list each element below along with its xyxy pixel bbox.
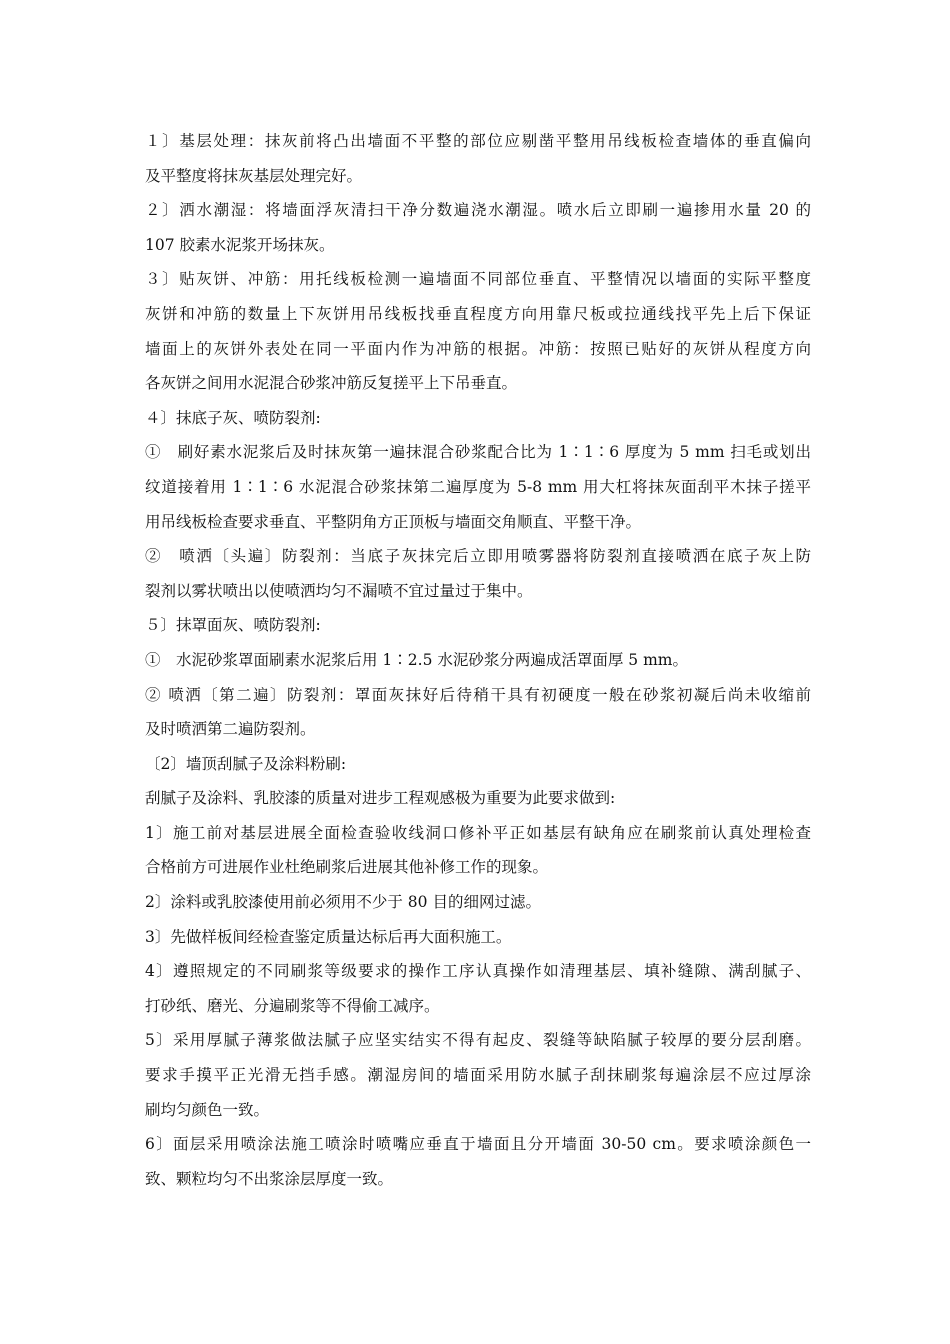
document-body <box>145 124 811 1196</box>
text-line: 3〕先做样板间经检查鉴定质量达标后再大面积施工。 <box>145 927 512 946</box>
text-line: 打砂纸、磨光、分遍刷浆等不得偷工减序。 <box>145 996 440 1015</box>
text-line: ２〕洒水潮湿：将墙面浮灰清扫干净分数遍浇水潮湿。喷水后立即刷一遍掺用水量 20 的 <box>145 201 811 220</box>
text-line: 用吊线板检查要求垂直、平整阴角方正顶板与墙面交角顺直、平整干净。 <box>145 512 642 531</box>
text-line: ① 水泥砂浆罩面刷素水泥浆后用 1∶2.5 水泥砂浆分两遍成活罩面厚 5 mm。 <box>145 650 688 669</box>
text-line: ３〕贴灰饼、冲筋：用托线板检测一遍墙面不同部位垂直、平整情况以墙面的实际平整度 <box>145 270 811 289</box>
text-line: ５〕抹罩面灰、喷防裂剂: <box>145 616 321 635</box>
text-line: 107 胶素水泥浆开场抹灰。 <box>145 235 335 254</box>
text-line: ４〕抹底子灰、喷防裂剂: <box>145 408 321 427</box>
text-line: 各灰饼之间用水泥混合砂浆冲筋反复搓平上下吊垂直。 <box>145 374 518 393</box>
text-line: 致、颗粒均匀不出浆涂层厚度一致。 <box>145 1169 394 1188</box>
text-line: 要求手摸平正光滑无挡手感。潮湿房间的墙面采用防水腻子刮抹刷浆每遍涂层不应过厚涂 <box>145 1066 811 1085</box>
text-line: 6〕面层采用喷涂法施工喷涂时喷嘴应垂直于墙面且分开墙面 30-50 cm。要求喷涂颜色一 <box>145 1135 811 1154</box>
text-line: 墙面上的灰饼外表处在同一平面内作为冲筋的根据。冲筋：按照已贴好的灰饼从程度方向 <box>145 339 811 358</box>
text-line: 4〕遵照规定的不同刷浆等级要求的操作工序认真操作如清理基层、填补缝隙、满刮腻子、 <box>145 962 811 981</box>
text-line: １〕基层处理：抹灰前将凸出墙面不平整的部位应剔凿平整用吊线板检查墙体的垂直偏向 <box>145 132 811 150</box>
text-line: 刮腻子及涂料、乳胶漆的质量对进步工程观感极为重要为此要求做到: <box>145 789 616 808</box>
text-line: 裂剂以雾状喷出以使喷洒均匀不漏喷不宜过量过于集中。 <box>145 581 533 600</box>
text-line: 合格前方可进展作业杜绝刷浆后进展其他补修工作的现象。 <box>145 858 549 877</box>
text-line: 及平整度将抹灰基层处理完好。 <box>145 166 363 185</box>
text-line: ② 喷洒〔头遍〕防裂剂：当底子灰抹完后立即用喷雾器将防裂剂直接喷洒在底子灰上防 <box>145 547 811 566</box>
text-line: 灰饼和冲筋的数量上下灰饼用吊线板找垂直程度方向用靠尺板或拉通线找平先上后下保证 <box>145 304 811 323</box>
text-line: 1〕施工前对基层进展全面检查验收线洞口修补平正如基层有缺角应在刷浆前认真处理检查 <box>145 823 811 842</box>
text-line: ① 刷好素水泥浆后及时抹灰第一遍抹混合砂浆配合比为 1∶1∶6 厚度为 5 mm 扫毛或划出 <box>145 443 811 462</box>
text-line: 纹道接着用 1∶1∶6 水泥混合砂浆抹第二遍厚度为 5-8 mm 用大杠将抹灰面刮平木抹子搓平 <box>145 477 811 496</box>
text-line: ② 喷洒〔第二遍〕防裂剂：罩面灰抹好后待稍干具有初硬度一般在砂浆初凝后尚未收缩前 <box>145 685 811 704</box>
text-line: 5〕采用厚腻子薄浆做法腻子应坚实结实不得有起皮、裂缝等缺陷腻子较厚的要分层刮磨。 <box>145 1031 811 1050</box>
text-line: 刷均匀颜色一致。 <box>145 1100 270 1119</box>
text-line: 2〕涂料或乳胶漆使用前必须用不少于 80 目的细网过滤。 <box>145 893 541 912</box>
text-line: 〔2〕墙顶刮腻子及涂料粉刷: <box>145 754 347 773</box>
text-line: 及时喷洒第二遍防裂剂。 <box>145 720 316 739</box>
